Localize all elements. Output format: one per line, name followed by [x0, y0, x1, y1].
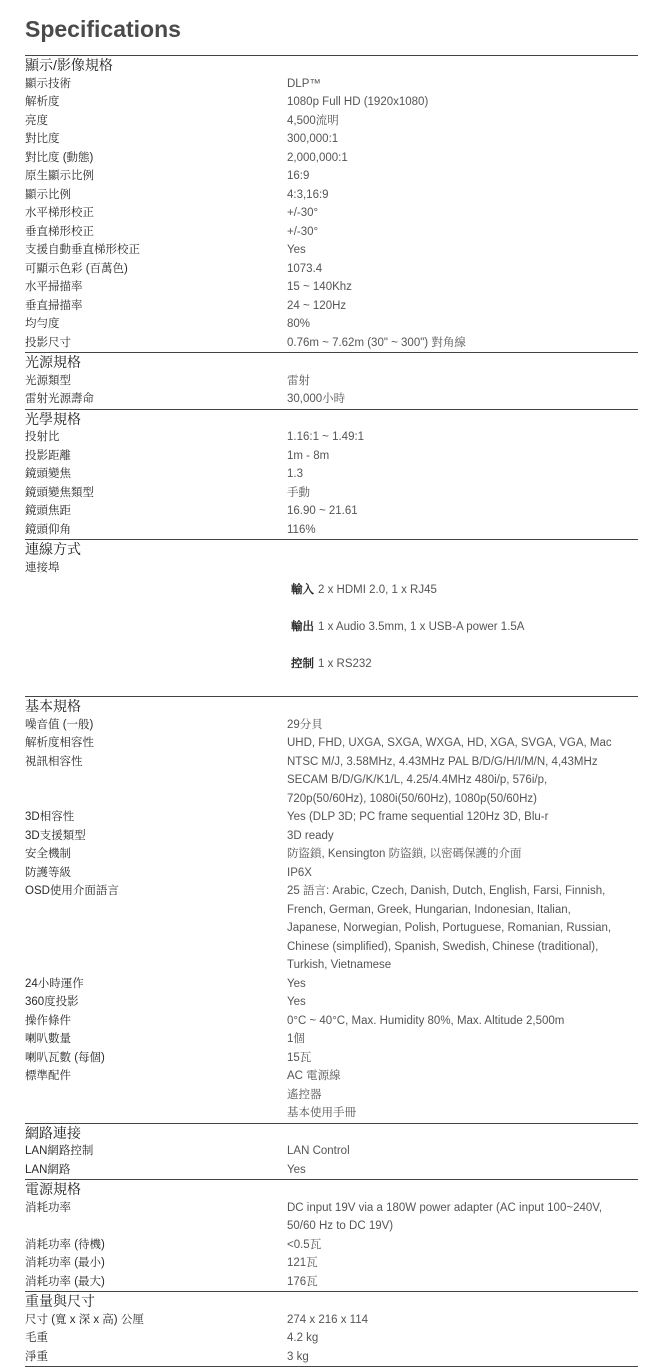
spec-value: UHD, FHD, UXGA, SXGA, WXGA, HD, XGA, SVGA, VGA, Mac	[287, 737, 612, 749]
spec-row	[25, 1161, 638, 1180]
spec-value: Yes	[287, 244, 306, 256]
spec-label: 鏡頭仰角	[25, 523, 71, 536]
spec-row	[25, 559, 638, 697]
spec-row	[25, 993, 638, 1012]
spec-label: 喇叭瓦數 (每個)	[25, 1051, 105, 1064]
spec-section	[25, 409, 638, 540]
spec-value: 1m - 8m	[287, 449, 330, 462]
spec-label: 水平梯形校正	[25, 207, 94, 219]
spec-value: 25 語言: Arabic, Czech, Danish, Dutch, English, Farsi, Finnish, French, German, Greek, Hungarian, Indonesian, Italian, Japanese, Norwegian, Polish, Portuguese, Romanian, Russian, Chinese (simplified), Spanish, Swedish, Chinese (traditional), Turkish, Vietnamese	[287, 885, 612, 971]
spec-value: 30,000小時	[287, 393, 346, 405]
spec-value: 1080p Full HD (1920x1080)	[287, 96, 429, 108]
spec-row	[25, 223, 638, 242]
spec-label: 視訊相容性	[25, 755, 83, 768]
spec-row	[25, 315, 638, 334]
spec-value: 0.76m ~ 7.62m (30" ~ 300") 對角線	[287, 336, 466, 349]
spec-label: 標準配件	[25, 1070, 71, 1082]
spec-value: 4,500流明	[287, 114, 339, 127]
section-heading: 網路連接	[25, 1124, 81, 1141]
spec-row	[25, 808, 638, 827]
spec-label: 鏡頭焦距	[25, 505, 71, 517]
spec-value: <0.5瓦	[287, 1238, 322, 1251]
section-heading: 光學規格	[25, 410, 81, 427]
spec-value: 176瓦	[287, 1275, 318, 1288]
spec-label: 均勻度	[25, 318, 60, 330]
spec-row	[25, 1236, 638, 1255]
spec-section-connection	[25, 539, 638, 696]
spec-label: 防護等級	[25, 866, 71, 879]
spec-value: 3D ready	[287, 829, 334, 842]
spec-value: LAN Control	[287, 1145, 350, 1157]
section-heading: 光源規格	[25, 354, 81, 370]
spec-label: 淨重	[25, 1350, 48, 1363]
spec-value: 80%	[287, 318, 311, 330]
spec-value: 15 ~ 140Khz	[287, 281, 352, 293]
spec-row	[25, 753, 638, 809]
spec-table	[25, 55, 638, 1367]
section-heading: 連線方式	[25, 541, 81, 557]
spec-value: DLP™	[287, 77, 321, 90]
spec-label: 消耗功率 (待機)	[25, 1238, 105, 1251]
spec-label: 消耗功率	[25, 1201, 71, 1214]
spec-row	[25, 734, 638, 753]
connection-item: 輸出 1 x Audio 3.5mm, 1 x USB-A power 1.5A	[291, 621, 525, 633]
spec-row	[25, 521, 638, 540]
spec-row	[25, 1067, 638, 1123]
spec-row	[25, 447, 638, 466]
spec-row	[25, 428, 638, 447]
spec-label: 噪音值 (一般)	[25, 718, 94, 731]
spec-value: AC 電源線 遙控器 基本使用手冊	[287, 1070, 356, 1119]
spec-label: 操作條件	[25, 1014, 71, 1027]
spec-row	[25, 975, 638, 994]
spec-row	[25, 260, 638, 279]
spec-label: 尺寸 (寬 x 深 x 高) 公厘	[25, 1313, 144, 1326]
spec-label: 顯示比例	[25, 188, 71, 201]
spec-row	[25, 93, 638, 112]
spec-value: 4:3,16:9	[287, 188, 329, 201]
spec-label: 垂直梯形校正	[25, 225, 94, 238]
spec-label: 可顯示色彩 (百萬色)	[25, 262, 128, 275]
spec-label: OSD使用介面語言	[25, 885, 119, 897]
spec-label: 原生顯示比例	[25, 170, 94, 182]
spec-label: 水平掃描率	[25, 281, 83, 293]
spec-row	[25, 149, 638, 168]
spec-label: 對比度 (動態)	[25, 151, 94, 164]
spec-row	[25, 1348, 638, 1367]
spec-value: 274 x 216 x 114	[287, 1313, 368, 1326]
spec-row	[25, 1329, 638, 1348]
spec-value: 116%	[287, 523, 316, 536]
spec-row	[25, 1273, 638, 1292]
spec-row	[25, 167, 638, 186]
spec-value: DC input 19V via a 180W power adapter (AC input 100~240V, 50/60 Hz to DC 19V)	[287, 1201, 603, 1232]
spec-label: 顯示技術	[25, 77, 71, 90]
spec-label: 安全機制	[25, 848, 71, 860]
spec-row	[25, 864, 638, 883]
spec-row	[25, 1030, 638, 1049]
spec-value: 4.2 kg	[287, 1332, 319, 1344]
spec-label: LAN網路控制	[25, 1145, 94, 1157]
spec-label: 投射比	[25, 431, 60, 443]
spec-row	[25, 845, 638, 864]
spec-value: 24 ~ 120Hz	[287, 299, 347, 312]
spec-label: 喇叭數量	[25, 1033, 71, 1045]
spec-row	[25, 278, 638, 297]
spec-section	[25, 55, 638, 352]
spec-value: Yes	[287, 996, 306, 1008]
spec-label: 亮度	[25, 114, 48, 127]
spec-row	[25, 1311, 638, 1330]
spec-value: 16:9	[287, 170, 310, 182]
spec-value: 300,000:1	[287, 133, 339, 145]
spec-label: 垂直掃描率	[25, 299, 83, 312]
spec-row	[25, 1199, 638, 1236]
spec-value: 16.90 ~ 21.61	[287, 505, 358, 517]
section-heading: 基本規格	[25, 698, 81, 714]
spec-value: 手動	[287, 486, 310, 499]
spec-value: 3 kg	[287, 1350, 309, 1363]
spec-label: 360度投影	[25, 996, 79, 1008]
spec-row	[25, 112, 638, 131]
connection-item: 輸入 2 x HDMI 2.0, 1 x RJ45	[291, 584, 437, 596]
page-title: Specifications	[25, 16, 181, 42]
spec-section	[25, 1291, 638, 1366]
spec-label: 消耗功率 (最大)	[25, 1275, 105, 1288]
spec-row	[25, 75, 638, 94]
spec-label: 解析度相容性	[25, 737, 94, 749]
spec-label: 對比度	[25, 133, 60, 145]
spec-label: 雷射光源壽命	[25, 393, 94, 405]
spec-row	[25, 465, 638, 484]
spec-row	[25, 484, 638, 503]
spec-row	[25, 827, 638, 846]
spec-row	[25, 716, 638, 735]
spec-row	[25, 882, 638, 975]
spec-section	[25, 696, 638, 1123]
spec-label: 連接埠	[25, 561, 60, 574]
spec-row	[25, 204, 638, 223]
section-heading: 電源規格	[25, 1181, 81, 1197]
spec-row	[25, 502, 638, 521]
spec-row	[25, 241, 638, 260]
spec-label: 鏡頭變焦	[25, 468, 71, 480]
spec-value: Yes (DLP 3D; PC frame sequential 120Hz 3D, Blu-r	[287, 811, 549, 823]
spec-label: 光源類型	[25, 374, 71, 387]
spec-value: Yes	[287, 1163, 306, 1176]
spec-row	[25, 1012, 638, 1031]
spec-value: 121瓦	[287, 1257, 318, 1269]
spec-section	[25, 1123, 638, 1180]
spec-label: 3D支援類型	[25, 829, 86, 842]
spec-value: 1073.4	[287, 262, 323, 275]
section-heading: 顯示/影像規格	[25, 57, 113, 73]
spec-row	[25, 334, 638, 353]
spec-row	[25, 186, 638, 205]
spec-value: NTSC M/J, 3.58MHz, 4.43MHz PAL B/D/G/H/I/M/N, 4,43MHz SECAM B/D/G/K/K1/L, 4.25/4.4MHz 480i/p, 576i/p, 720p(50/60Hz), 1080i(50/60Hz), 1080p(50/60Hz)	[287, 755, 598, 805]
spec-row	[25, 130, 638, 149]
spec-value: +/-30°	[287, 207, 319, 219]
spec-value: IP6X	[287, 866, 312, 879]
spec-value: Yes	[287, 977, 306, 990]
spec-row	[25, 1049, 638, 1068]
spec-value: 1個	[287, 1033, 305, 1045]
spec-value: 防盜鎖, Kensington 防盜鎖, 以密碼保護的介面	[287, 848, 522, 860]
spec-label: 鏡頭變焦類型	[25, 486, 94, 499]
spec-label: 投影尺寸	[25, 336, 71, 349]
spec-label: LAN網路	[25, 1163, 71, 1176]
spec-value: 雷射	[287, 374, 310, 387]
connection-item: 控制 1 x RS232	[291, 658, 372, 670]
spec-label: 投影距離	[25, 449, 71, 462]
spec-label: 支援自動垂直梯形校正	[25, 244, 140, 256]
spec-label: 24小時運作	[25, 977, 84, 990]
spec-label: 毛重	[25, 1332, 48, 1344]
connection-ports	[287, 559, 638, 697]
section-heading: 重量與尺寸	[25, 1293, 95, 1309]
spec-value: +/-30°	[287, 225, 319, 238]
spec-value: 2,000,000:1	[287, 151, 348, 164]
spec-section	[25, 352, 638, 409]
spec-row	[25, 1142, 638, 1161]
spec-value: 0°C ~ 40°C, Max. Humidity 80%, Max. Altitude 2,500m	[287, 1014, 565, 1027]
spec-row	[25, 297, 638, 316]
spec-value: 29分貝	[287, 718, 323, 731]
spec-label: 解析度	[25, 96, 60, 108]
spec-value: 1.16:1 ~ 1.49:1	[287, 431, 365, 443]
spec-label: 消耗功率 (最小)	[25, 1257, 105, 1269]
spec-row	[25, 1254, 638, 1273]
spec-value: 15瓦	[287, 1051, 312, 1064]
spec-row	[25, 372, 638, 391]
spec-value: 1.3	[287, 468, 303, 480]
spec-label: 3D相容性	[25, 811, 75, 823]
spec-row	[25, 390, 638, 409]
spec-section	[25, 1179, 638, 1291]
